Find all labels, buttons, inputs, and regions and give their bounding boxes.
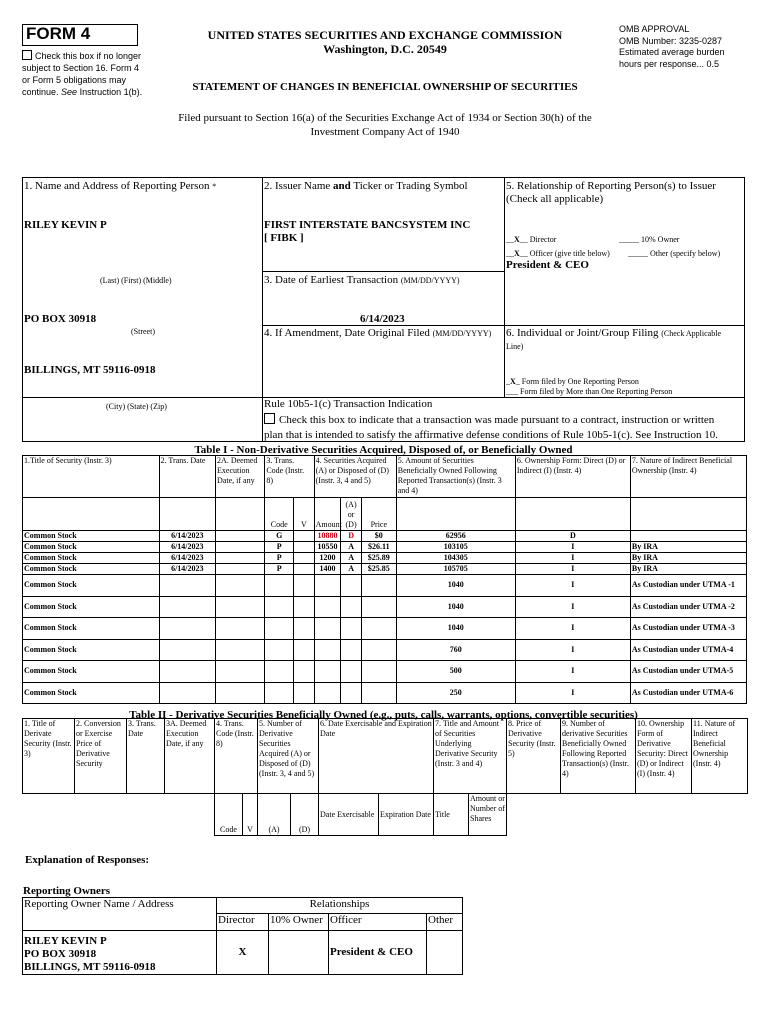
t1-sub-v: V [294, 498, 315, 531]
table1-row [23, 553, 747, 564]
owners-col-other: Other [427, 914, 463, 931]
table1-cell-date [159, 639, 215, 661]
table1-cell-empty [216, 553, 265, 564]
table1-cell-amount: 1200 [314, 553, 341, 564]
table1-cell-title: Common Stock [23, 596, 160, 618]
table1-cell-empty [216, 575, 265, 597]
table1-row [23, 542, 747, 553]
table1-cell-price [361, 682, 396, 704]
table1-cell-date [159, 575, 215, 597]
box4-label: 4. If Amendment, Date Original Filed (MM/DD/YYYY) [264, 327, 492, 339]
other-check: _____ Other (specify below) [628, 249, 721, 258]
table1-cell-form: I [515, 661, 630, 683]
table1-cell-price: $26.11 [361, 542, 396, 553]
t2-sub-d: (D) [291, 794, 319, 836]
table1-cell-nature [630, 531, 746, 542]
table1-cell-owned: 1040 [396, 575, 515, 597]
table1-row [23, 682, 747, 704]
table1-cell-date [159, 682, 215, 704]
table1-cell-form: I [515, 596, 630, 618]
table1-cell-ad [341, 596, 362, 618]
table1-cell-ad: A [341, 542, 362, 553]
t2-sub-exp: Expiration Date [379, 794, 434, 836]
table1-cell-owned: 62956 [396, 531, 515, 542]
table1-cell-price: $0 [361, 531, 396, 542]
table1-cell-ad: A [341, 564, 362, 575]
table1-cell-empty [216, 639, 265, 661]
t2-h5: 5. Number of Derivative Securities Acquired (A) or Disposed of (D) (Instr. 3, 4 and 5) [258, 719, 319, 794]
table1-cell-amount [314, 618, 341, 640]
officer-title: President & CEO [506, 259, 589, 271]
table1-cell-title: Common Stock [23, 661, 160, 683]
owners-col-relationships: Relationships [217, 898, 463, 914]
table1-cell-owned: 1040 [396, 596, 515, 618]
t2-h7: 7. Title and Amount of Securities Underlying Derivative Security (Instr. 3 and 4) [434, 719, 507, 794]
table1-cell-date [159, 618, 215, 640]
owner-ten [269, 931, 329, 975]
box6-label: 6. Individual or Joint/Group Filing (Check Applicable Line) [506, 327, 721, 351]
table1-cell-empty [216, 618, 265, 640]
table1-cell-title: Common Stock [23, 564, 160, 575]
table1-cell-nature: As Custodian under UTMA-6 [630, 682, 746, 704]
table1-cell-form: I [515, 553, 630, 564]
table1-cell-owned: 250 [396, 682, 515, 704]
table1-row [23, 639, 747, 661]
t2-sub-code: Code [215, 794, 243, 836]
table1-cell-empty [216, 596, 265, 618]
table1-cell-code: P [265, 553, 294, 564]
table1-cell-nature: As Custodian under UTMA-4 [630, 639, 746, 661]
table1-cell-price: $25.85 [361, 564, 396, 575]
table1-cell-empty [294, 564, 315, 575]
table1-row [23, 596, 747, 618]
table1-cell-empty [216, 531, 265, 542]
table1-cell-title: Common Stock [23, 618, 160, 640]
table1-row [23, 618, 747, 640]
t2-h3: 3. Trans. Date [127, 719, 165, 794]
t1-h4: 4. Securities Acquired (A) or Disposed of (D) (Instr. 3, 4 and 5) [314, 456, 396, 498]
t1-sub-price: Price [361, 498, 396, 531]
table1-cell-empty [216, 564, 265, 575]
t1-h1: 1.Title of Security (Instr. 3) [23, 456, 160, 498]
table1-cell-empty [294, 575, 315, 597]
table1-cell-price [361, 575, 396, 597]
box5-label: 5. Relationship of Reporting Person(s) to Issuer (Check all applicable) [506, 180, 716, 205]
t1-sub-aord: (A) or (D) [341, 498, 362, 531]
table1-cell-title: Common Stock [23, 575, 160, 597]
table1-cell-price [361, 618, 396, 640]
statement-title: STATEMENT OF CHANGES IN BENEFICIAL OWNERSHIP OF SECURITIES [192, 81, 578, 93]
no-longer-subject-checkbox[interactable] [22, 50, 32, 60]
t1-sub-amount: Amount [314, 498, 341, 531]
table1-cell-code [265, 682, 294, 704]
name-caption: (Last) (First) (Middle) [100, 276, 172, 285]
t2-h6: 6. Date Exercisable and Expiration Date [319, 719, 434, 794]
table1-cell-ad: D [341, 531, 362, 542]
table1-cell-empty [294, 682, 315, 704]
table1-cell-nature: By IRA [630, 542, 746, 553]
reporting-owners-title: Reporting Owners [23, 885, 111, 897]
form-title-box [22, 24, 138, 46]
t2-h3a: 3A. Deemed Execution Date, if any [165, 719, 215, 794]
rule10b5-title: Rule 10b5-1(c) Transaction Indication [264, 398, 433, 410]
table1-cell-code: P [265, 564, 294, 575]
table1-cell-ad [341, 575, 362, 597]
table1-cell-empty [294, 618, 315, 640]
omb-approval: OMB APPROVAL OMB Number: 3235-0287 Estimated average burden hours per response... 0.5 [619, 24, 725, 69]
table1-cell-title: Common Stock [23, 639, 160, 661]
table1-cell-nature: By IRA [630, 553, 746, 564]
table1-cell-ad: A [341, 553, 362, 564]
table1-cell-owned: 500 [396, 661, 515, 683]
table1-title: Table I - Non-Derivative Securities Acquired, Disposed of, or Beneficially Owned [194, 444, 573, 456]
table1-cell-amount [314, 575, 341, 597]
table1-cell-nature: As Custodian under UTMA-5 [630, 661, 746, 683]
table1-cell-price: $25.89 [361, 553, 396, 564]
table1-cell-form: I [515, 639, 630, 661]
table1-cell-code [265, 639, 294, 661]
table1-cell-owned: 1040 [396, 618, 515, 640]
t1-h5: 5. Amount of Securities Beneficially Owned Following Reported Transaction(s) (Instr. 3 and 4) [396, 456, 515, 498]
table1-cell-date [159, 596, 215, 618]
table1-cell-code [265, 575, 294, 597]
t2-sub-amount: Amount or Number of Shares [469, 794, 507, 836]
officer-check: __X__ Officer (give title below) [506, 249, 610, 258]
no-longer-subject-note: Check this box if no longer subject to Section 16. Form 4 or Form 5 obligations may continue. See Instruction 1(b). [22, 51, 143, 97]
table1-cell-form: I [515, 682, 630, 704]
table1-row [23, 575, 747, 597]
commission-heading: UNITED STATES SECURITIES AND EXCHANGE COMMISSION Washington, D.C. 20549 [207, 28, 563, 56]
table1-cell-amount [314, 661, 341, 683]
director-check: __X__ Director [506, 235, 557, 244]
table1-cell-nature: By IRA [630, 564, 746, 575]
table1-cell-amount [314, 596, 341, 618]
t2-h8: 8. Price of Derivative Security (Instr. 5) [507, 719, 561, 794]
table1-cell-owned: 103105 [396, 542, 515, 553]
table1-cell-date: 6/14/2023 [159, 553, 215, 564]
table1-cell-empty [294, 542, 315, 553]
t2-sub-date-ex: Date Exercisable [319, 794, 379, 836]
table1-cell-nature: As Custodian under UTMA -2 [630, 596, 746, 618]
table1-cell-empty [294, 553, 315, 564]
table1-cell-form: D [515, 531, 630, 542]
owners-col-name: Reporting Owner Name / Address [23, 898, 217, 931]
reporting-person-street: PO BOX 30918 [24, 313, 97, 325]
t1-h6: 6. Ownership Form: Direct (D) or Indirect (I) (Instr. 4) [515, 456, 630, 498]
table1-cell-nature: As Custodian under UTMA -3 [630, 618, 746, 640]
table1-cell-price [361, 661, 396, 683]
owner-other [427, 931, 463, 975]
owners-col-director: Director [217, 914, 269, 931]
table1-cell-form: I [515, 618, 630, 640]
rule10b5-text: Check this box to indicate that a transaction was made pursuant to a contract, instruction or written plan that is intended to satisfy the affirmative defense conditions of Rule 10b5-1(c). See Instruction 10. [264, 414, 719, 441]
table1-cell-amount [314, 682, 341, 704]
table1-cell-form: I [515, 575, 630, 597]
ten-percent-check: _____ 10% Owner [619, 235, 680, 244]
table1-cell-title: Common Stock [23, 553, 160, 564]
table1-cell-amount: 10550 [314, 542, 341, 553]
table1-cell-code: G [265, 531, 294, 542]
issuer-name: FIRST INTERSTATE BANCSYSTEM INC [ FIBK ] [264, 219, 471, 244]
table1-cell-price [361, 596, 396, 618]
table1-cell-form: I [515, 564, 630, 575]
table1-cell-empty [294, 531, 315, 542]
t1-h2a: 2A. Deemed Execution Date, if any [216, 456, 265, 498]
table1-cell-amount: 10880 [314, 531, 341, 542]
t1-sub-code: Code [265, 498, 294, 531]
table1-cell-owned: 105705 [396, 564, 515, 575]
table1-cell-owned: 104305 [396, 553, 515, 564]
street-caption: (Street) [131, 327, 155, 336]
box1-label: 1. Name and Address of Reporting Person * [24, 180, 217, 192]
table1-cell-code: P [265, 542, 294, 553]
owners-col-officer: Officer [329, 914, 427, 931]
earliest-transaction-date: 6/14/2023 [360, 313, 405, 325]
table1-row [23, 531, 747, 542]
reporting-owners-table [22, 897, 463, 975]
t2-h1: 1. Title of Derivate Security (Instr. 3) [23, 719, 75, 794]
t1-h7: 7. Nature of Indirect Beneficial Ownership (Instr. 4) [630, 456, 746, 498]
table1-cell-ad [341, 661, 362, 683]
t2-h4: 4. Trans. Code (Instr. 8) [215, 719, 258, 794]
table1 [22, 455, 747, 704]
table1-cell-date: 6/14/2023 [159, 564, 215, 575]
table2 [22, 718, 748, 836]
table1-cell-empty [216, 661, 265, 683]
table1-cell-title: Common Stock [23, 682, 160, 704]
table1-cell-date: 6/14/2023 [159, 531, 215, 542]
table1-cell-code [265, 661, 294, 683]
owner-officer: President & CEO [329, 931, 427, 975]
table1-cell-price [361, 639, 396, 661]
table1-cell-empty [294, 596, 315, 618]
table1-cell-ad [341, 682, 362, 704]
form-title: FORM 4 [26, 24, 91, 43]
t2-h11: 11. Nature of Indirect Beneficial Ownership (Instr. 4) [692, 719, 748, 794]
table1-cell-empty [216, 682, 265, 704]
table1-cell-date: 6/14/2023 [159, 542, 215, 553]
table1-row [23, 661, 747, 683]
t2-h2: 2. Conversion or Exercise Price of Derivative Security [75, 719, 127, 794]
t2-h9: 9. Number of derivative Securities Beneficially Owned Following Reported Transaction(s) (Instr. 4) [561, 719, 636, 794]
t1-h3: 3. Trans. Code (Instr. 8) [265, 456, 314, 498]
t2-sub-v: V [243, 794, 258, 836]
table1-cell-nature: As Custodian under UTMA -1 [630, 575, 746, 597]
table1-cell-title: Common Stock [23, 531, 160, 542]
reporting-person-city: BILLINGS, MT 59116-0918 [24, 364, 156, 376]
owners-col-ten: 10% Owner [269, 914, 329, 931]
explanation-label: Explanation of Responses: [25, 854, 150, 866]
table1-cell-empty [216, 542, 265, 553]
t2-sub-title: Title [434, 794, 469, 836]
t1-h2: 2. Trans. Date [159, 456, 215, 498]
table1-row [23, 564, 747, 575]
t2-h10: 10. Ownership Form of Derivative Security: Direct (D) or Indirect (I) (Instr. 4) [636, 719, 692, 794]
table1-cell-code [265, 596, 294, 618]
table1-cell-empty [294, 639, 315, 661]
table1-cell-amount: 1400 [314, 564, 341, 575]
table1-cell-title: Common Stock [23, 542, 160, 553]
city-caption: (City) (State) (Zip) [106, 402, 167, 411]
t2-sub-a: (A) [258, 794, 291, 836]
table1-cell-owned: 760 [396, 639, 515, 661]
table1-cell-ad [341, 639, 362, 661]
owner-director: X [217, 931, 269, 975]
box3-label: 3. Date of Earliest Transaction (MM/DD/YYYY) [264, 274, 460, 286]
one-reporting-person-option: _X_ Form filed by One Reporting Person [506, 377, 639, 386]
table2-title: Table II - Derivative Securities Beneficially Owned (e.g., puts, calls, warrants, options, convertible securities) [129, 709, 638, 721]
table1-cell-code [265, 618, 294, 640]
reporting-person-name: RILEY KEVIN P [24, 219, 107, 231]
table1-cell-form: I [515, 542, 630, 553]
table1-cell-empty [294, 661, 315, 683]
rule10b5-checkbox[interactable] [264, 413, 275, 424]
box2-label: 2. Issuer Name and Ticker or Trading Symbol [264, 180, 468, 192]
table1-cell-date [159, 661, 215, 683]
table1-cell-amount [314, 639, 341, 661]
table1-cell-ad [341, 618, 362, 640]
owner-name-address: RILEY KEVIN P PO BOX 30918 BILLINGS, MT 59116-0918 [23, 931, 217, 975]
filed-pursuant: Filed pursuant to Section 16(a) of the Securities Exchange Act of 1934 or Section 30(h) of the Investment Company Act of 1940 [178, 112, 592, 138]
more-reporting-persons-option: ___ Form filed by More than One Reporting Person [506, 387, 673, 396]
